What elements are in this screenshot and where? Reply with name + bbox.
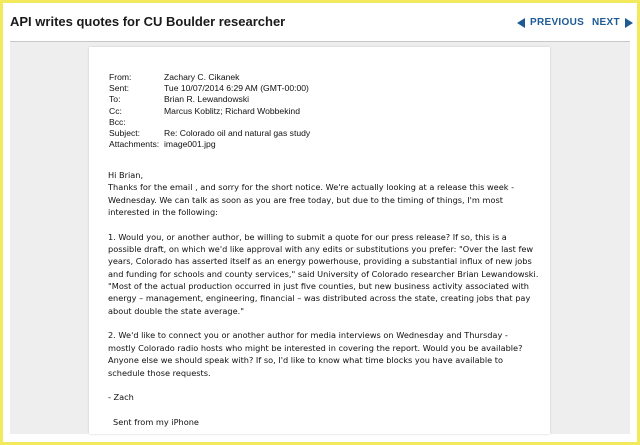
from-value: Zachary C. Cikanek	[164, 72, 240, 82]
to-value: Brian R. Lewandowski	[164, 94, 250, 105]
to-label: To:	[109, 94, 121, 105]
p1-line-1: Thanks for the email , and sorry for the short notice. We're actually looking at a release this week -	[108, 182, 515, 193]
cc-value: Marcus Koblitz; Richard Wobbekind	[164, 105, 300, 116]
document-viewer[interactable]	[10, 41, 630, 434]
subject-label: Subject:	[109, 127, 141, 138]
p1-line-3: interested in the following:	[108, 207, 218, 218]
sent-row	[109, 83, 310, 94]
p3-line-2: mostly Colorado radio hosts who might be interested in covering the report. Would you be available?	[108, 342, 523, 353]
bcc-row	[109, 117, 310, 128]
p3-line-1: 2. We'd like to connect you or another author for media interviews on Wednesday and Thursday -	[108, 330, 508, 341]
p3-line-4: schedule those requests.	[108, 367, 211, 378]
email-headers	[109, 72, 310, 150]
next-button[interactable]	[592, 17, 633, 28]
cc-label: Cc:	[109, 105, 122, 116]
previous-label: PREVIOUS	[530, 17, 585, 28]
p1-line-2: Wednesday. We can talk as soon as you are free today, but due to the timing of things, I'm most	[108, 194, 503, 205]
attachments-value: image001.jpg	[164, 139, 216, 150]
to-row	[109, 94, 310, 105]
p2-line-1: 1. Would you, or another author, be willing to submit a quote for our press release? If so, this is a	[108, 231, 507, 242]
header-bar	[3, 3, 637, 41]
email-body	[108, 169, 544, 428]
signature: Sent from my iPhone	[113, 416, 199, 427]
p2-line-2: possible draft, on which we'd like approval with any edits or substitutions you prefer: "Over the last few	[108, 244, 534, 255]
p3-line-3: Anyone else we should speak with? If so, I'd like to know what time blocks you have available to	[108, 355, 504, 366]
subject-row	[109, 128, 310, 139]
p2-line-3: years, Colorado has asserted itself as an energy powerhouse, providing a substantial influx of new jobs	[108, 256, 532, 267]
p2-line-7: about double the state average."	[108, 305, 245, 316]
email-page	[89, 47, 550, 434]
previous-button[interactable]	[517, 17, 584, 28]
closing: - Zach	[108, 392, 134, 403]
bcc-label: Bcc:	[109, 116, 126, 127]
attachments-label: Attachments:	[109, 139, 160, 150]
triangle-left-icon	[517, 18, 525, 28]
p2-line-4: and funding for schools and county services," said University of Colorado researcher Brian Lewandowski.	[108, 268, 539, 279]
next-label: NEXT	[592, 17, 620, 28]
p2-line-5: "Most of the actual production occurred in just five counties, but new business activity associated with	[108, 281, 529, 292]
triangle-right-icon	[625, 18, 633, 28]
greeting: Hi Brian,	[108, 170, 144, 180]
subject-value: Re: Colorado oil and natural gas study	[164, 127, 311, 138]
p2-line-6: energy – management, engineering, financial – was distributed across the state, creating jobs that pay	[108, 293, 531, 304]
from-label: From:	[109, 72, 132, 82]
page-title: API writes quotes for CU Boulder researcher	[10, 14, 286, 29]
from-row	[109, 72, 310, 83]
sent-label: Sent:	[109, 83, 130, 94]
sent-value: Tue 10/07/2014 6:29 AM (GMT-00:00)	[164, 83, 309, 94]
cc-row	[109, 106, 310, 117]
attachments-row	[109, 139, 310, 150]
